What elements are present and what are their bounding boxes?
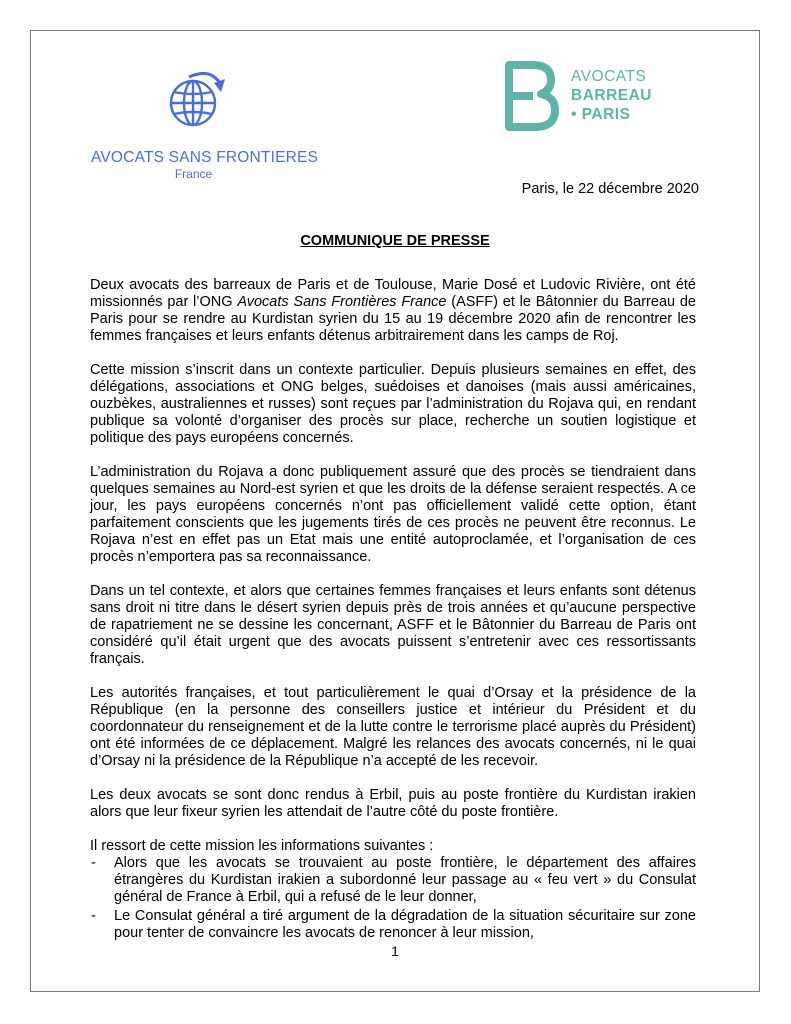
list-item [90,855,696,906]
paragraph-5: Les autorités françaises, et tout particulièrement le quai d’Orsay et la présidence de la République (en la personne des conseillers justice et intérieur du Président et du coordonnateur du renseignement et de la lutte contre le terrorisme placé auprès du Président) ont été informées de ce déplacement. Malgré les relances des avocats concernés, ni le quai d’Orsay ni la présidence de la République n’a accepté de les recevoir. [90,685,696,769]
list-item-text: Le Consulat général a tiré argument de la dégradation de la situation sécuritaire sur zone pour tenter de convaincre les avocats de renoncer à leur mission, [114,908,696,941]
paragraph-1 [90,277,696,345]
paragraph-7: Il ressort de cette mission les informations suivantes : [90,838,434,854]
paragraph-3: L’administration du Rojava a donc publiquement assuré que des procès se tiendraient dans quelques semaines au Nord-est syrien et que les droits de la défense seraient respectés. A ce jour, les pays européens concernés n’ont pas officiellement validé cette option, étant parfaitement conscients que les jugements tirés de ces procès ne peuvent être reconnus. Le Rojava n’est en effet pas un Etat mais une entité autoproclamée, et l’organisation de ces procès n’emportera pas sa reconnaissance. [90,464,696,565]
asff-italic: Avocats Sans Frontières France [237,294,447,310]
asf-logo [91,65,319,181]
list-dash: - [91,855,96,871]
document-page [30,30,760,992]
list-item-text: Alors que les avocats se trouvaient au poste frontière, le département des affaires étrangères du Kurdistan irakien a subordonné leur passage au « feu vert » du Consulat général de France à Erbil, qui a refusé de le leur donner, [114,855,696,905]
asf-logo-name: AVOCATS SANS FRONTIERES [91,149,319,166]
paragraph-1-end: (ASFF) et le Bâtonnier du Barreau de Paris pour se rendre au Kurdistan syrien du 15 au 19 décembre 2020 afin de rencontrer les femmes françaises et leurs enfants détenus arbitrairement dans les camps de Roj. [90,294,696,344]
list-item [90,908,696,942]
barreau-logo-text [571,67,652,124]
paragraph-4: Dans un tel contexte, et alors que certaines femmes françaises et leurs enfants sont détenus sans droit ni titre dans le désert syrien depuis près de trois années et qu’aucune perspective de rapatriement ne se dessine les concernant, ASFF et le Bâtonnier du Barreau de Paris ont considéré qu’il était urgent que des avocats puissent s’entretenir avec ces ressortissants français. [90,583,696,667]
barreau-line-2: BARREAU [571,87,652,104]
page-number: 1 [391,943,399,959]
list-dash: - [91,908,96,924]
globe-arrow-icon [159,65,231,137]
paragraph-6: Les deux avocats se sont donc rendus à Erbil, puis au poste frontière du Kurdistan irakien alors que leur fixeur syrien les attendait de l’autre côté du poste frontière. [90,787,696,820]
barreau-b-icon [503,61,565,131]
barreau-line-1: AVOCATS [571,68,647,85]
document-body [90,277,696,944]
barreau-line-3: • PARIS [571,106,631,123]
page-title: COMMUNIQUE DE PRESSE [300,233,490,249]
date-line: Paris, le 22 décembre 2020 [521,181,699,197]
paragraph-2: Cette mission s’inscrit dans un contexte particulier. Depuis plusieurs semaines en effet, des délégations, associations et ONG belges, suédoises et danoises (mais aussi américaines, ouzbèkes, australiennes et russes) sont reçues par l’administration du Rojava qui, en rendant publique sa volonté d’organiser des procès sur place, recherche un soutien logistique et politique des pays européens concernés. [90,362,696,446]
bullet-list [90,855,696,942]
paragraph-1-start: Deux avocats des barreaux de Paris et de Toulouse, Marie Dosé et Ludovic Rivière, ont été missionnés par l’ONG [90,277,696,310]
asf-logo-country: France [174,167,213,181]
barreau-logo [503,61,683,131]
